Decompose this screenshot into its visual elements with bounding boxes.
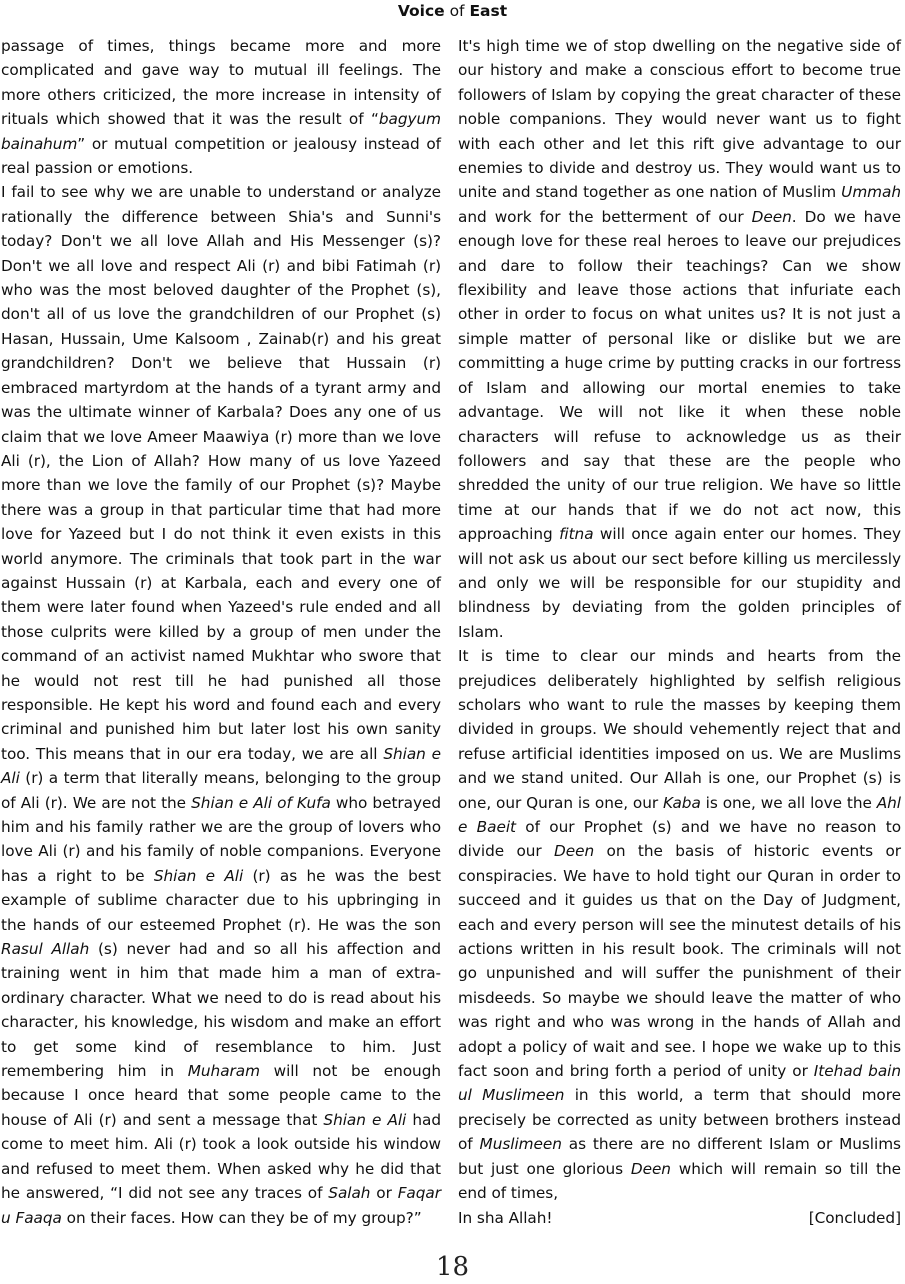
- left-paragraph-2: I fail to see why we are unable to understand or analyze rationally the difference between Shia's and Sunni's today? Don't we all love Allah and His Messenger (s)? Don't we all love and respect Ali (r) and bibi Fatimah (r) who was the most beloved daughter of the Prophet (s), don't all of us love the grandchildren of our Prophet (s) Hasan, Hussain, Ume Kalsoom , Zainab(r) and his great grandchildren? Don't we believe that Hussain (r) embraced martyrdom at the hands of a tyrant army and was the ultimate winner of Karbala? Does any one of us claim that we love Ameer Maawiya (r) more than we love Ali (r), the Lion of Allah? How many of us love Yazeed more than we love the family of our Prophet (s)? Maybe there was a group in that particular time that had more love for Yazeed but I do not think it even exists in this world anymore. The criminals that took part in the war against Hussain (r) at Karbala, each and every one of them were later found when Yazeed's rule ended and all those culprits were killed by a group of men under the command of an activist named Mukhtar who swore that he would not rest till he had punished all those responsible. He kept his word and found each and every criminal and punished him but later lost his own sanity too. This means that in our era today, we are all Shian e Ali (r) a term that literally means, belonging to the group of Ali (r). We are not the Shian e Ali of Kufa who betrayed him and his family rather we are the group of lovers who love Ali (r) and his family of noble companions. Everyone has a right to be Shian e Ali (r) as he was the best example of sublime character due to his upbringing in the hands of our esteemed Prophet (r). He was the son Rasul Allah (s) never had and so all his affection and training went in him that made him a man of extra-ordinary character. What we need to do is read about his character, his knowledge, his wisdom and make an effort to get some kind of resemblance to him. Just remembering him in Muharam will not be enough because I once heard that some people came to the house of Ali (r) and sent a message that Shian e Ali had come to meet him. Ali (r) took a look outside his window and refused to meet them. When asked why he did that he answered, “I did not see any traces of Salah or Faqar u Faaqa on their faces. How can they be of my group?”: [1, 183, 442, 1227]
- masthead: [0, 0, 905, 26]
- masthead-voice: Voice: [397, 2, 445, 20]
- closing-phrase: In sha Allah!: [458, 1208, 553, 1227]
- left-column: [1, 34, 441, 1230]
- concluded-marker: [Concluded]: [808, 1208, 901, 1227]
- right-paragraph-2: It is time to clear our minds and hearts from the prejudices deliberately highlighted by selfish religious scholars who want to rule the masses by keeping them divided in groups. We should vehemently reject that and refuse artificial identities imposed on us. We are Muslims and we stand united. Our Allah is one, our Prophet (s) is one, our Quran is one, our Kaba is one, we all love the Ahl e Baeit of our Prophet (s) and we have no reason to divide our Deen on the basis of historic events or conspiracies. We have to hold tight our Quran in order to succeed and it guides us that on the Day of Judgment, each and every person will see the minutest details of his actions written in his result book. The criminals will not go unpunished and will suffer the punishment of their misdeeds. So maybe we should leave the matter of who was right and who was wrong in the hands of Allah and adopt a policy of wait and see. I hope we wake up to this fact soon and bring forth a period of unity or Itehad bain ul Muslimeen in this world, a term that should more precisely be corrected as unity between brothers instead of Muslimeen as there are no different Islam or Muslims but just one glorious Deen which will remain so till the end of times,: [458, 647, 902, 1203]
- right-paragraph-1: It's high time we of stop dwelling on the negative side of our history and make a conscious effort to become true followers of Islam by copying the great character of these noble companions. They would never want us to fight with each other and let this rift give advantage to our enemies to divide and destroy us. They would want us to unite and stand together as one nation of Muslim Ummah and work for the betterment of our Deen. Do we have enough love for these real heroes to leave our prejudices and dare to follow their teachings? Can we show flexibility and leave those actions that infuriate each other in order to focus on what unites us? It is not just a simple matter of personal like or dislike but we are committing a huge crime by putting cracks in our fortress of Islam and allowing our mortal enemies to take advantage. We will not like it when these noble characters will refuse to acknowledge us as their followers and say that these are the people who shredded the unity of our true religion. We have so little time at our hands that if we do not act now, this approaching fitna will once again enter our homes. They will not ask us about our sect before killing us mercilessly and only we will be responsible for our stupidity and blindness by deviating from the golden principles of Islam.: [458, 37, 901, 641]
- page-number: 18: [435, 1252, 470, 1282]
- right-column: [458, 34, 901, 1230]
- masthead-of: of: [449, 2, 465, 20]
- left-paragraph-1: passage of times, things became more and more complicated and gave way to mutual ill feelings. The more others criticized, the more increase in intensity of rituals which showed that it was the result of “bagyum bainahum” or mutual competition or jealousy instead of real passion or emotions.: [1, 37, 441, 178]
- closing-line: [458, 1206, 901, 1230]
- masthead-east: East: [469, 2, 508, 20]
